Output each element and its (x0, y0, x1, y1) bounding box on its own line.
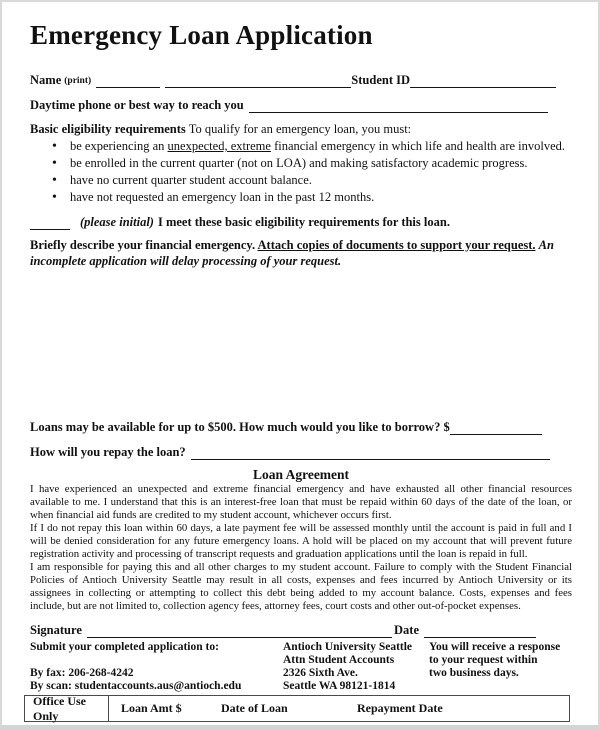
eligibility-bullet-4 (30, 189, 572, 206)
eligibility-heading: Basic eligibility requirements (30, 122, 186, 136)
signature-fill-line (87, 624, 392, 638)
initial-confirmation-row (30, 212, 572, 230)
agreement-paragraph-3: I am responsible for paying this and all other charges to my student account. Failure to comply with the Student Financial Policies of Antioch University Seattle may result in all costs, expenses and fees incurred by Antioch University or its assignees in collecting or attempting to collect this debt being added to my account balance. Costs, expenses and fees include, but are not limited to, collection agency fees, attorney fees, court costs and other out-of-pocket expenses. (30, 561, 572, 612)
submit-instructions-column (30, 641, 283, 693)
submit-scan-line: By scan: studentaccounts.aus@antioch.edu (30, 680, 242, 692)
eligibility-bullet-3 (30, 172, 572, 189)
date-fill-line (424, 624, 536, 638)
describe-emergency-instructions (30, 237, 572, 269)
financial-emergency-writing-area (30, 269, 572, 417)
bullet-3-text: have no current quarter student account balance. (70, 173, 312, 187)
loan-agreement-heading: Loan Agreement (252, 467, 350, 482)
submit-response-note-column (429, 641, 572, 693)
agreement-paragraph-2: If I do not repay this loan within 60 days, a late payment fee will be assessed monthly until the account is paid in full and I will be denied consideration for any future emergency loans. A hold will be placed on my account that will prevent future registration activity and processing of transcript requests and graduation applications until the loan is repaid in full. (30, 522, 572, 560)
eligibility-intro: To qualify for an emergency loan, you must: (188, 122, 412, 136)
response-note-line-3: two business days. (429, 667, 519, 679)
repay-plan-fill-line (191, 446, 550, 460)
address-line-4: Seattle WA 98121-1814 (283, 680, 396, 692)
response-note-line-2: to your request within (429, 654, 538, 666)
bullet-4-text: have not requested an emergency loan in the past 12 months. (70, 190, 375, 204)
date-label: Date (394, 623, 419, 637)
eligibility-heading-line (30, 121, 572, 138)
signature-label: Signature (30, 623, 82, 637)
eligibility-bullet-list (30, 138, 572, 206)
loan-amount-cell: Loan Amt $ (121, 701, 182, 715)
submit-spacer-line (30, 654, 283, 667)
bullet-1-text: be experiencing an (70, 139, 168, 153)
name-fill-line-2 (165, 74, 351, 88)
initial-statement: I meet these basic eligibility requirements for this loan. (157, 215, 450, 229)
bullet-1-text-post: financial emergency in which life and health are involved. (270, 139, 566, 153)
bullet-2-text: be enrolled in the current quarter (not on LOA) and making satisfactory academic progress. (70, 156, 528, 170)
date-of-loan-cell: Date of Loan (221, 701, 288, 715)
daytime-phone-fill-line (249, 99, 548, 113)
name-field-row (30, 70, 556, 88)
incomplete-application-note: An incomplete application will delay processing of your request. (30, 238, 554, 268)
office-use-only-table (24, 695, 570, 722)
daytime-phone-label: Daytime phone or best way to reach you (30, 98, 244, 112)
submit-address-column (283, 641, 429, 693)
borrow-question: Loans may be available for up to $500. How much would you like to borrow? $ (30, 420, 450, 434)
submission-info-block (30, 641, 572, 693)
response-note-line-1: You will receive a response (429, 641, 561, 653)
name-print-label: (print) (64, 76, 92, 86)
describe-lead: Briefly describe your financial emergency. (30, 238, 256, 252)
repay-question: How will you repay the loan? (30, 445, 186, 459)
agreement-paragraph-1: I have experienced an unexpected and extreme financial emergency and have exhausted all other financial resources available to me. I understand that this is an interest-free loan that must be repaid within 60 days of the date of the loan, or when financial aid funds are credited to my student account, whichever occurs first. (30, 483, 572, 521)
please-initial-label: (please initial) (80, 215, 154, 229)
address-line-1: Antioch University Seattle (283, 641, 413, 653)
loan-agreement-body (30, 483, 572, 613)
address-line-3: 2326 Sixth Ave. (283, 667, 358, 679)
repay-plan-row (30, 442, 550, 460)
eligibility-bullet-1 (30, 138, 572, 155)
signature-row (30, 620, 536, 638)
document-title: Emergency Loan Application (30, 20, 373, 50)
name-fill-line-1 (96, 74, 160, 88)
student-id-fill-line (410, 74, 556, 88)
submit-fax-line: By fax: 206-268-4242 (30, 667, 134, 679)
name-label: Name (30, 73, 62, 87)
repayment-date-cell: Repayment Date (357, 701, 443, 715)
student-id-label: Student ID (351, 73, 410, 87)
address-line-2: Attn Student Accounts (283, 654, 395, 666)
office-use-only-cell: Office Use Only (25, 696, 109, 721)
borrow-amount-fill-line (450, 421, 542, 435)
initials-fill-line (30, 216, 70, 230)
bullet-1-underlined-text: unexpected, extreme (167, 139, 271, 153)
eligibility-bullet-2 (30, 155, 572, 172)
attach-documents-note: Attach copies of documents to support your request. (257, 238, 536, 252)
daytime-phone-row (30, 95, 548, 113)
submit-heading: Submit your completed application to: (30, 641, 219, 653)
borrow-amount-row (30, 417, 542, 435)
